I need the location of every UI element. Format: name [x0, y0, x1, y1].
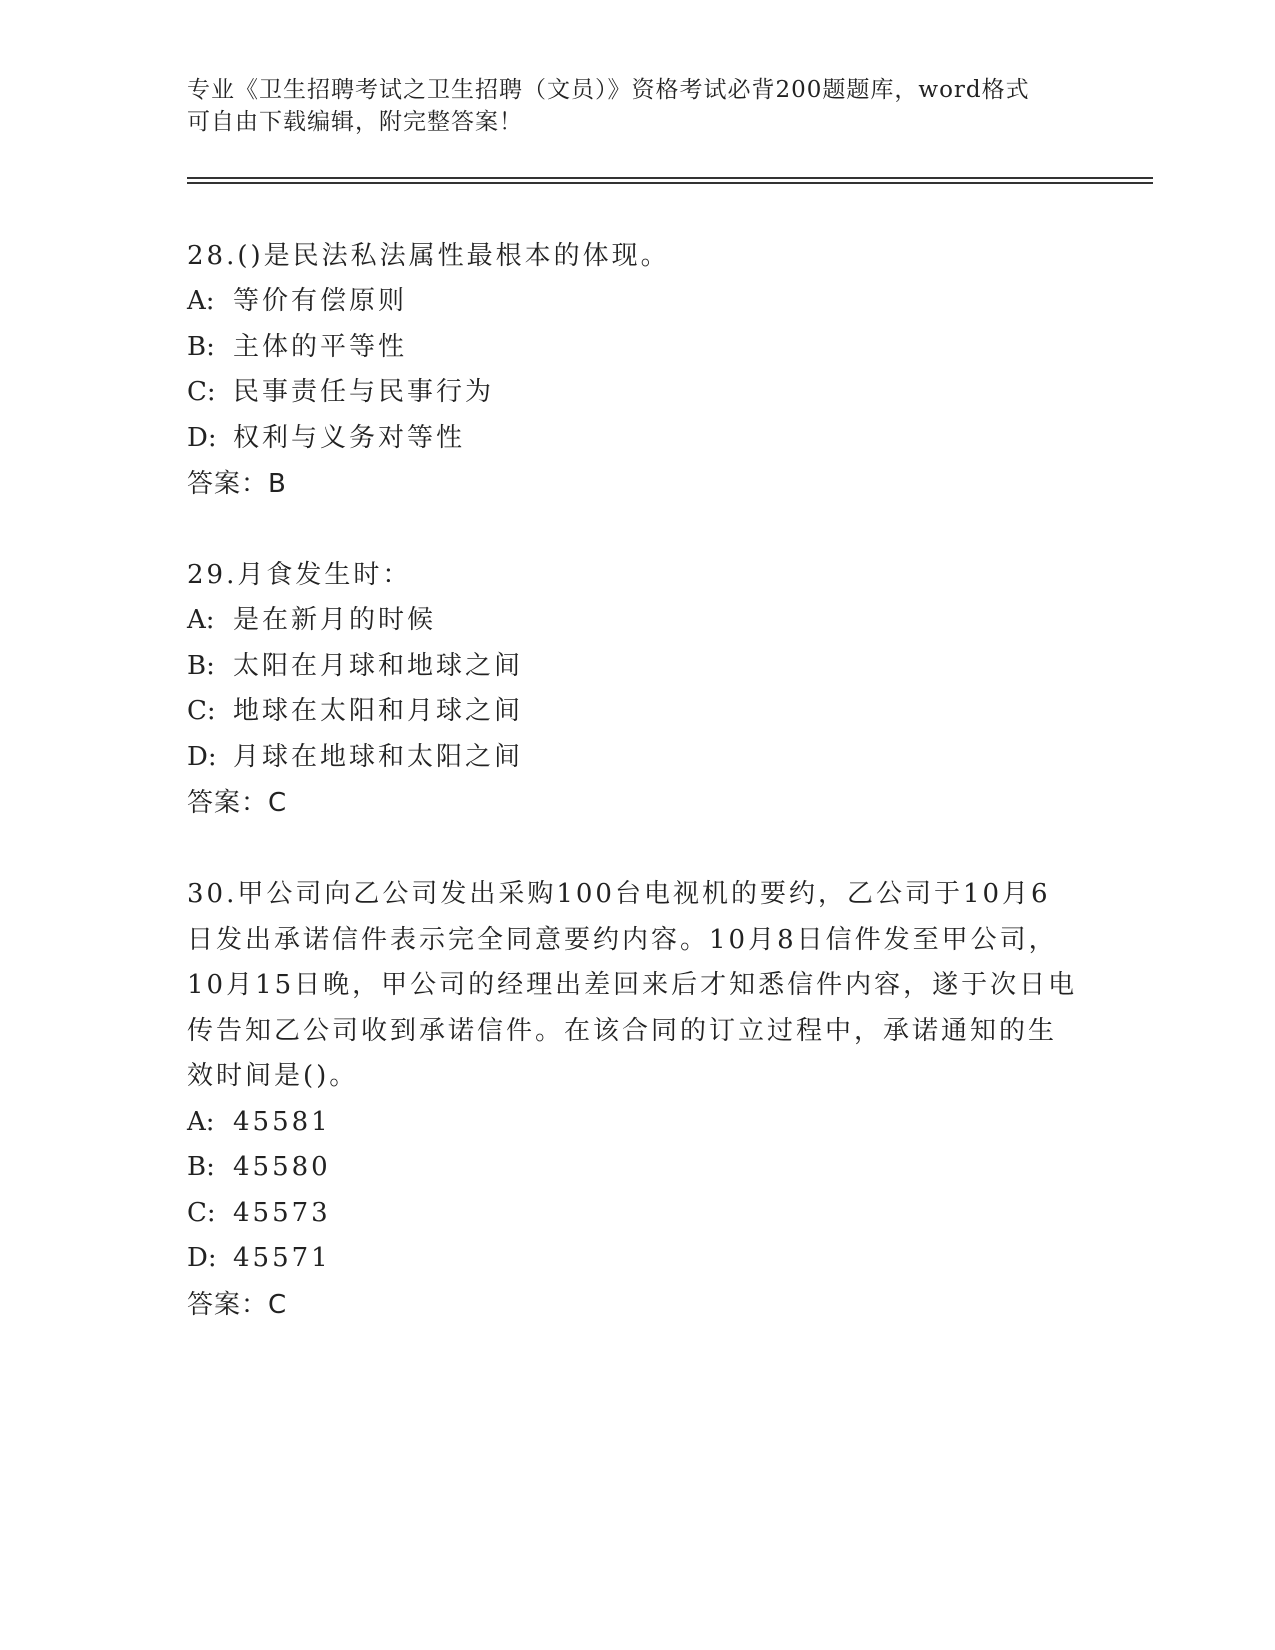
- option-a: [187, 1100, 1087, 1146]
- question-stem-line: 传告知乙公司收到承诺信件。在该合同的订立过程中，承诺通知的生: [187, 1015, 1058, 1046]
- option-letter: A:: [187, 605, 215, 635]
- option-letter: A:: [187, 286, 215, 316]
- question-stem: 28.()是民法私法属性最根本的体现。: [187, 241, 670, 271]
- question-28: [187, 234, 1087, 507]
- question-stem: 29.月食发生时：: [187, 560, 412, 590]
- option-b: [187, 644, 1087, 690]
- option-letter: C:: [187, 696, 216, 726]
- option-letter: C:: [187, 377, 216, 407]
- option-letter: D:: [187, 422, 217, 453]
- option-text: 主体的平等性: [233, 331, 408, 362]
- option-text: 民事责任与民事行为: [233, 377, 495, 407]
- header-divider-top: [187, 177, 1153, 179]
- option-b: [187, 1145, 1087, 1191]
- option-letter: D:: [187, 741, 217, 772]
- option-text: 权利与义务对等性: [233, 422, 466, 453]
- question-29: [187, 553, 1087, 826]
- answer-line: 答案：C: [187, 788, 288, 818]
- option-text: 月球在地球和太阳之间: [233, 741, 524, 772]
- option-text: 等价有偿原则: [233, 286, 408, 316]
- header-line-2: 可自由下载编辑，附完整答案！: [187, 109, 523, 135]
- option-text: 45581: [233, 1106, 331, 1137]
- option-text: 地球在太阳和月球之间: [233, 696, 524, 726]
- option-text: 45573: [233, 1197, 331, 1228]
- option-text: 是在新月的时候: [233, 605, 437, 635]
- option-text: 45580: [233, 1152, 331, 1182]
- answer-line: 答案：B: [187, 469, 287, 499]
- option-letter: D:: [187, 1243, 217, 1273]
- question-stem-line: 10月15日晚，甲公司的经理出差回来后才知悉信件内容，遂于次日电: [187, 970, 1078, 1000]
- answer-line: 答案：C: [187, 1289, 288, 1320]
- option-a: [187, 598, 1087, 644]
- option-letter: B:: [187, 331, 215, 362]
- option-d: [187, 735, 1087, 781]
- option-letter: A:: [187, 1106, 215, 1137]
- option-letter: C:: [187, 1197, 216, 1228]
- question-stem-line: 30.甲公司向乙公司发出采购100台电视机的要约，乙公司于10月6: [187, 879, 1051, 909]
- option-d: [187, 416, 1087, 462]
- option-d: [187, 1236, 1087, 1282]
- option-a: [187, 279, 1087, 325]
- option-c: [187, 689, 1087, 735]
- question-stem-line: 日发出承诺信件表示完全同意要约内容。10月8日信件发至甲公司，: [187, 924, 1058, 955]
- option-b: [187, 325, 1087, 371]
- option-c: [187, 1191, 1087, 1237]
- option-text: 太阳在月球和地球之间: [233, 650, 524, 681]
- document-header: [187, 74, 1067, 138]
- option-letter: B:: [187, 650, 215, 681]
- question-stem-line: 效时间是()。: [187, 1061, 359, 1091]
- question-stem: [187, 872, 1087, 1100]
- header-divider-bottom: [187, 182, 1153, 184]
- option-letter: B:: [187, 1152, 215, 1182]
- header-line-1: 专业《卫生招聘考试之卫生招聘（文员）》资格考试必背200题题库，word格式: [187, 77, 1030, 103]
- option-text: 45571: [233, 1243, 331, 1273]
- question-30: [187, 872, 1087, 1328]
- option-c: [187, 370, 1087, 416]
